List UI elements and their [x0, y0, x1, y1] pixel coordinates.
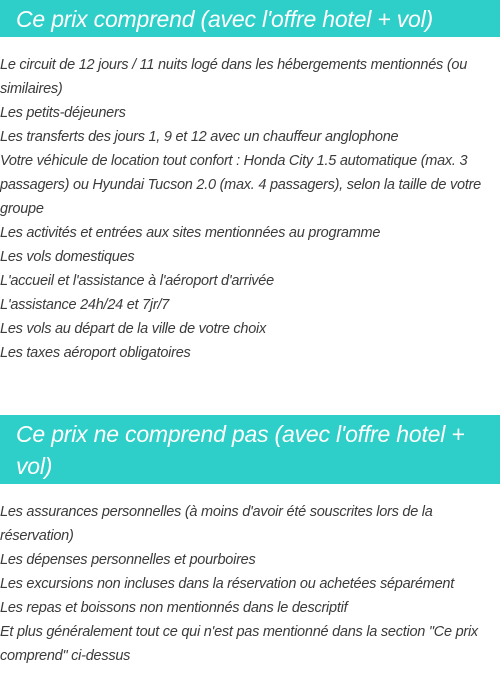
list-item: Les vols domestiques — [0, 249, 135, 265]
list-item: Les vols au départ de la ville de votre choix — [0, 321, 267, 337]
included-items-list — [0, 53, 498, 365]
list-item: Et plus généralement tout ce qui n'est pas mentionné dans la section "Ce prix comprend" ci-dessus — [0, 624, 478, 664]
list-item: Les activités et entrées aux sites mentionnées au programme — [0, 225, 381, 241]
list-item: Les dépenses personnelles et pourboires — [0, 552, 256, 568]
list-item: Les transferts des jours 1, 9 et 12 avec un chauffeur anglophone — [0, 129, 399, 145]
list-item: L'assistance 24h/24 et 7jr/7 — [0, 297, 170, 313]
list-item: Les assurances personnelles (à moins d'avoir été souscrites lors de la réservation) — [0, 504, 433, 544]
list-item: Les taxes aéroport obligatoires — [0, 345, 191, 361]
excluded-section-title: Ce prix ne comprend pas (avec l'offre hotel + vol) — [0, 415, 500, 484]
excluded-items-list — [0, 500, 498, 668]
list-item: Les repas et boissons non mentionnés dans le descriptif — [0, 600, 348, 616]
list-item: Votre véhicule de location tout confort : Honda City 1.5 automatique (max. 3 passagers) ou Hyundai Tucson 2.0 (max. 4 passagers), selon la taille de votre groupe — [0, 153, 481, 217]
list-item: L'accueil et l'assistance à l'aéroport d'arrivée — [0, 273, 274, 289]
list-item: Les petits-déjeuners — [0, 105, 126, 121]
list-item: Les excursions non incluses dans la réservation ou achetées séparément — [0, 576, 455, 592]
included-section-title: Ce prix comprend (avec l'offre hotel + vol) — [0, 0, 500, 37]
list-item: Le circuit de 12 jours / 11 nuits logé dans les hébergements mentionnés (ou similaires) — [0, 57, 468, 97]
